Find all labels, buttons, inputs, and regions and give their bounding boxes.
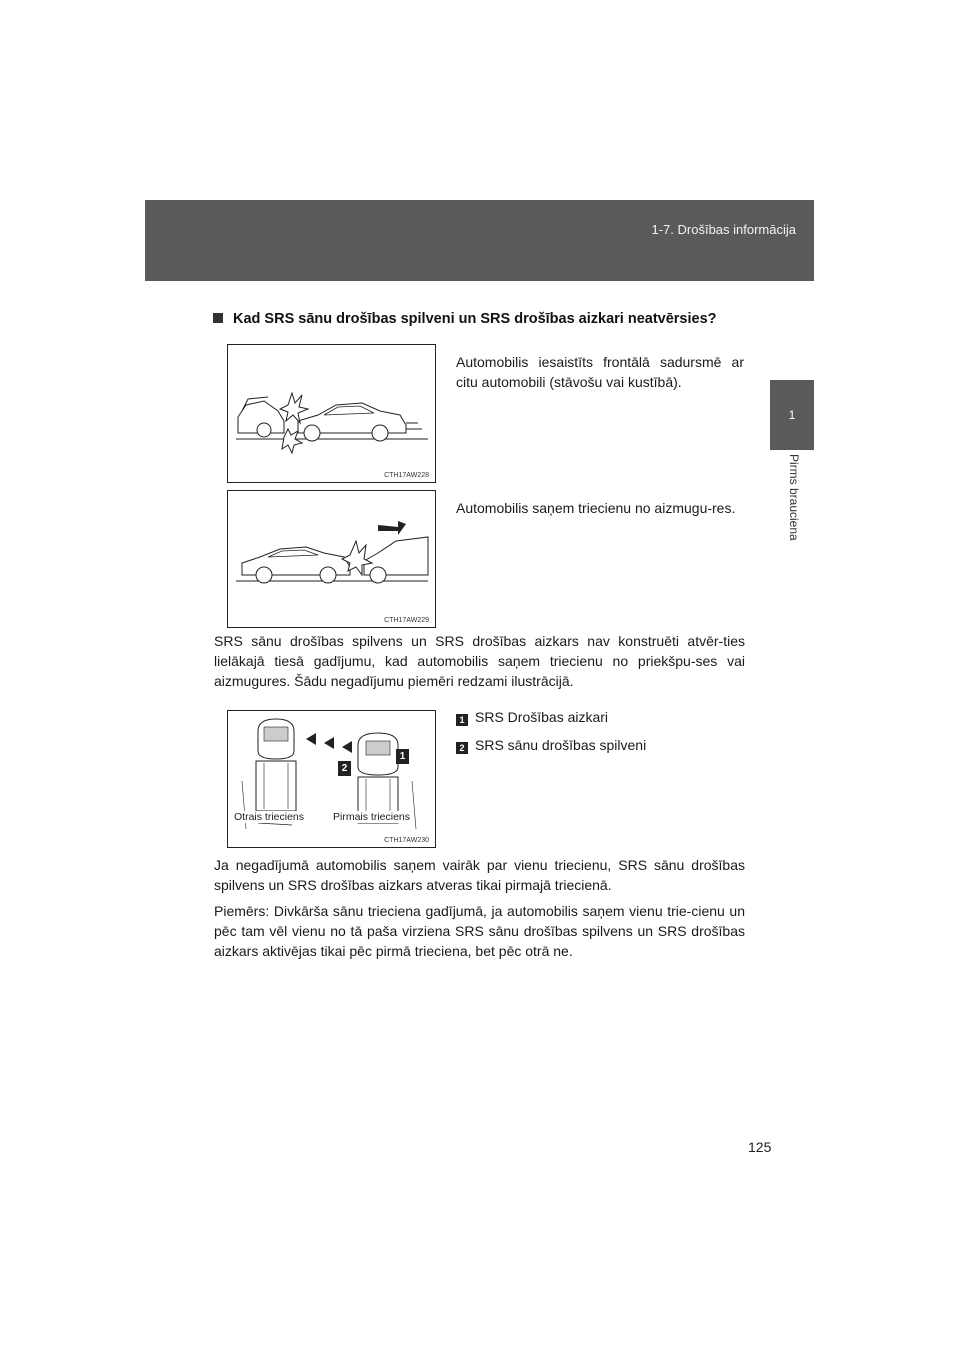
legend-text: SRS sānu drošības spilveni	[475, 737, 647, 753]
legend-item-1	[456, 707, 608, 727]
figure-code: CTH17AW229	[384, 617, 429, 624]
figure-frontal-collision	[227, 344, 436, 483]
figure-code: CTH17AW230	[384, 837, 429, 844]
paragraph-1: SRS sānu drošības spilvens un SRS drošības aizkars nav konstruēti atvēr-ties lielākajā tiesā gadījumu, kad automobilis saņem triecienu no priekšpu-ses vai aizmugures. Šādu negadījumu piemēri redzami ilustrācijā.	[214, 633, 745, 689]
header-title: 1-7. Drošības informācija	[651, 222, 796, 237]
page-number: 125	[748, 1139, 772, 1155]
label-second-impact: Otrais trieciens	[234, 811, 305, 823]
header-band	[145, 200, 814, 281]
figure-2-caption: Automobilis saņem triecienu no aizmugu-res.	[456, 500, 736, 516]
frontal-collision-illustration	[228, 345, 435, 482]
figure-rear-collision	[227, 490, 436, 628]
rear-collision-illustration	[228, 491, 435, 627]
figure-side-impacts	[227, 710, 436, 848]
section-heading-text: Kad SRS sānu drošības spilveni un SRS drošības aizkari neatvērsies?	[233, 311, 717, 327]
paragraph-2: Ja negadījumā automobilis saņem vairāk par vienu triecienu, SRS sānu drošības spilvens un SRS drošības aizkars atveras tikai pirmajā triecienā.	[214, 857, 745, 893]
callout-badge-2: 2	[338, 761, 351, 776]
label-first-impact: Pirmais trieciens	[333, 811, 411, 823]
chapter-tab[interactable]: 1	[770, 380, 814, 450]
number-badge-icon: 2	[456, 742, 468, 754]
figure-1-caption: Automobilis iesaistīts frontālā sadursmē ar citu automobili (stāvošu vai kustībā).	[456, 354, 744, 390]
number-badge-icon: 1	[456, 714, 468, 726]
callout-badge-1: 1	[396, 749, 409, 764]
chapter-label: Pirms brauciena	[787, 454, 801, 541]
legend-text: SRS Drošības aizkari	[475, 709, 609, 725]
figure-code: CTH17AW228	[384, 472, 429, 479]
side-impacts-illustration	[228, 711, 435, 847]
section-heading	[213, 311, 717, 327]
legend-item-2	[456, 735, 646, 755]
square-bullet-icon	[213, 313, 223, 323]
paragraph-3: Piemērs: Divkārša sānu trieciena gadījumā, ja automobilis saņem vienu trie-cienu un pēc tam vēl vienu no tā paša virziena SRS sānu drošības spilvens un SRS drošības aizkars aktivējas tikai pēc pirmā trieciena, bet pēc otrā ne.	[214, 903, 745, 959]
